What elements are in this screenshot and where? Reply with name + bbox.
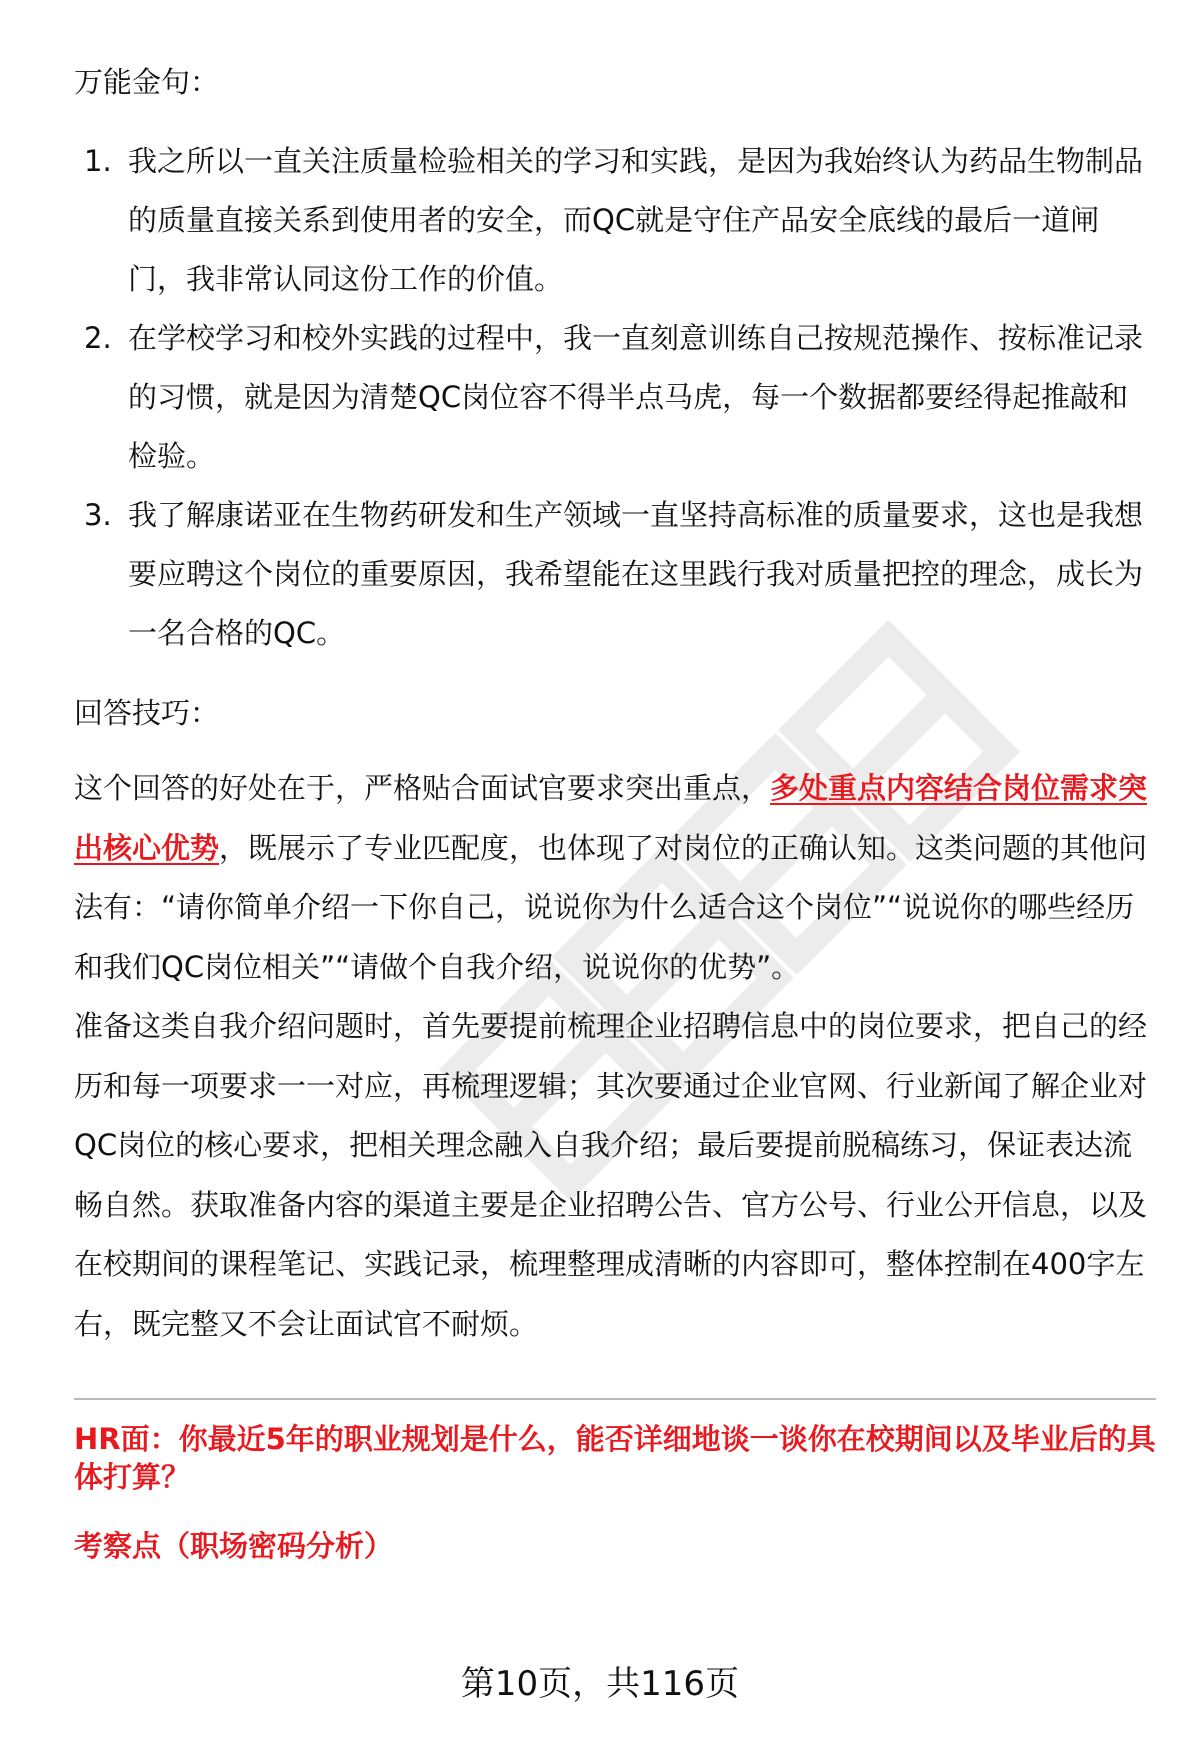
list-item: [74, 309, 1156, 486]
list-item-text: 我了解康诺亚在生物药研发和生产领域一直坚持高标准的质量要求，这也是我想要应聘这个岗位的重要原因，我希望能在这里践行我对质量把控的理念，成长为一名合格的QC。: [128, 498, 1144, 650]
answer-tips-heading: 回答技巧：: [74, 696, 220, 730]
list-item-number: 1.: [84, 144, 112, 178]
document-page: [74, 62, 1156, 1566]
golden-sentences-heading: 万能金句：: [74, 65, 220, 99]
highlighted-text: 多处重点内容结合岗位需求突出核心优势: [74, 771, 1148, 865]
list-item-number: 3.: [84, 498, 112, 532]
page-number-footer: 第10页，共116页: [460, 1664, 740, 1704]
answer-tips-paragraph-1: [74, 759, 1156, 997]
list-item-number: 2.: [84, 321, 112, 355]
answer-tips-paragraph-2: 准备这类自我介绍问题时，首先要提前梳理企业招聘信息中的岗位要求，把自己的经历和每一项要求一一对应，再梳理逻辑；其次要通过企业官网、行业新闻了解企业对QC岗位的核心要求，把相关理念融入自我介绍；最后要提前脱稿练习，保证表达流畅自然。获取准备内容的渠道主要是企业招聘公告、官方公号、行业公开信息，以及在校期间的课程笔记、实践记录，梳理整理成清晰的内容即可，整体控制在400字左右，既完整又不会让面试官不耐烦。: [74, 1009, 1148, 1341]
list-item: [74, 132, 1156, 309]
list-item-text: 在学校学习和校外实践的过程中，我一直刻意训练自己按规范操作、按标准记录的习惯，就是因为清楚QC岗位容不得半点马虎，每一个数据都要经得起推敲和检验。: [128, 321, 1144, 473]
list-item: [74, 486, 1156, 663]
section-divider: [74, 1398, 1156, 1400]
examination-point-heading: 考察点（职场密码分析）: [74, 1529, 394, 1563]
hr-question: HR面：你最近5年的职业规划是什么，能否详细地谈一谈你在校期间以及毕业后的具体打算？: [74, 1422, 1156, 1494]
paragraph-text: ，既展示了专业匹配度，也体现了对岗位的正确认知。这类问题的其他问法有：“请你简单介绍一下你自己，说说你为什么适合这个岗位”“说说你的哪些经历和我们QC岗位相关”“请做个自我介绍，说说你的优势”。: [74, 830, 1148, 984]
golden-sentences-list: [74, 132, 1156, 663]
paragraph-text: 这个回答的好处在于，严格贴合面试官要求突出重点，: [74, 771, 771, 805]
list-item-text: 我之所以一直关注质量检验相关的学习和实践，是因为我始终认为药品生物制品的质量直接关系到使用者的安全，而QC就是守住产品安全底线的最后一道闸门，我非常认同这份工作的价值。: [128, 144, 1144, 296]
